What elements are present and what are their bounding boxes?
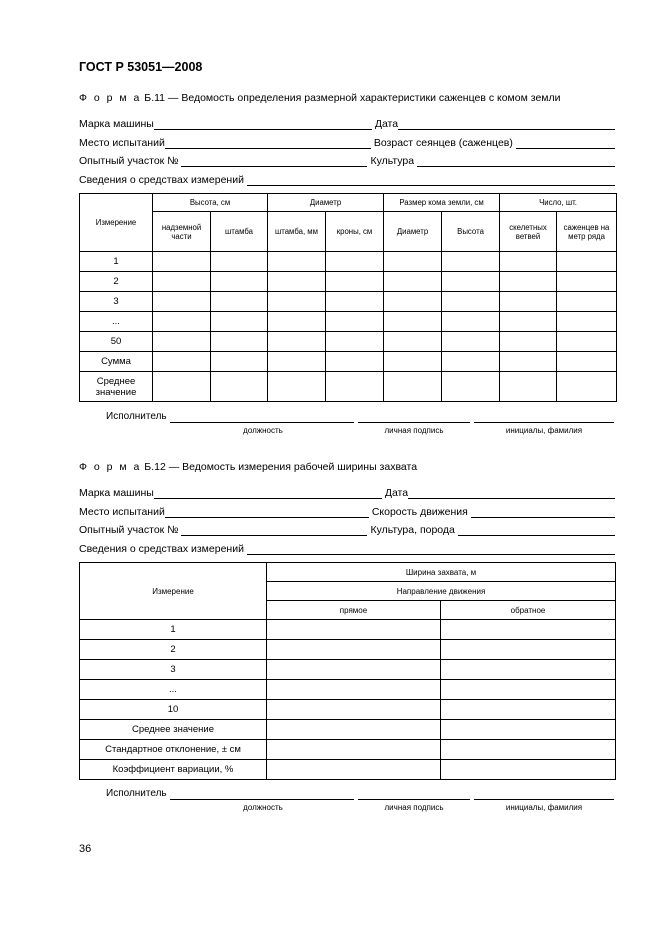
form1-sub-aboveground: надземной части [153,212,211,252]
form1-cell[interactable] [442,252,500,272]
form1-cell[interactable] [211,332,268,352]
form1-place-label: Место испытаний [79,137,165,149]
table-row [80,312,617,332]
form1-cell[interactable] [153,252,211,272]
form2-row-label: ... [80,680,267,700]
form1-row-place-age [79,135,615,149]
form1-cell[interactable] [557,292,617,312]
form2-cell[interactable] [441,720,616,740]
form1-cell[interactable] [268,332,326,352]
form1-row-label: ... [80,312,153,332]
table-row [80,680,616,700]
form2-row-label: Среднее значение [80,720,267,740]
form2-culture-field[interactable] [458,525,615,536]
form2-row-label: Коэффициент вариации, % [80,760,267,780]
form1-cell[interactable] [500,252,557,272]
form1-cell[interactable] [153,272,211,292]
form1-cell[interactable] [268,252,326,272]
form1-title [79,92,561,104]
form2-caption-signature: личная подпись [384,803,444,812]
form1-sub-seedlings-per-meter: саженцев на метр ряда [557,212,617,252]
table-row [80,272,617,292]
form2-cell[interactable] [441,760,616,780]
form2-row-label: 3 [80,660,267,680]
form2-signature [106,788,616,802]
form2-speed-field[interactable] [471,507,615,518]
form1-cell[interactable] [442,292,500,312]
form2-title [79,461,417,473]
form2-cell[interactable] [267,660,441,680]
form1-cell[interactable] [211,252,268,272]
form1-signature-line[interactable] [358,422,470,423]
form2-cell[interactable] [267,700,441,720]
form1-cell[interactable] [384,372,442,402]
table-row [80,372,617,402]
form1-cell[interactable] [557,252,617,272]
form2-plot-field[interactable] [181,525,367,536]
form1-cell[interactable] [500,292,557,312]
form1-age-field[interactable] [516,138,615,149]
form1-cell[interactable] [384,252,442,272]
form2-width-header: Ширина захвата, м [267,563,616,582]
form1-cell[interactable] [442,312,500,332]
form1-sub-clod-height: Высота [442,212,500,252]
form1-culture-label: Культура [370,155,415,167]
form2-date-field[interactable] [408,488,615,499]
form2-cell[interactable] [441,660,616,680]
form1-machine-label: Марка машины [79,118,154,130]
form1-cell[interactable] [557,272,617,292]
form1-row-machine-date [79,116,615,130]
form2-cell[interactable] [441,700,616,720]
form1-cell[interactable] [326,332,384,352]
form1-group-count: Число, шт. [500,194,617,212]
form1-cell[interactable] [153,332,211,352]
form1-date-field[interactable] [398,119,615,130]
form2-instruments-label: Сведения о средствах измерений [79,543,244,555]
form1-title-prefix: Ф о р м а [79,92,142,104]
form1-cell[interactable] [268,352,326,372]
form1-machine-field[interactable] [154,119,372,130]
form1-cell[interactable] [153,312,211,332]
form2-cell[interactable] [267,760,441,780]
document-header: ГОСТ Р 53051—2008 [79,60,203,74]
form1-caption-signature: личная подпись [384,426,444,435]
form1-cell[interactable] [326,372,384,402]
form1-cell[interactable] [268,272,326,292]
form1-cell[interactable] [326,352,384,372]
form1-cell[interactable] [442,272,500,292]
form2-machine-label: Марка машины [79,487,154,499]
form2-title-text: Б.12 — Ведомость измерения рабочей ширины захвата [141,461,418,473]
form2-direction-header: Направление движения [267,582,616,601]
form2-cell[interactable] [441,680,616,700]
form1-date-label: Дата [374,118,399,130]
form1-cell[interactable] [384,312,442,332]
table-row [80,720,616,740]
table-row [80,660,616,680]
table-row [80,700,616,720]
form1-plot-field[interactable] [181,156,367,167]
form1-cell[interactable] [153,352,211,372]
form1-sub-skeletal-branches: скелетных ветвей [500,212,557,252]
form1-cell[interactable] [557,332,617,352]
form1-cell[interactable] [211,372,268,402]
table-row [80,620,616,640]
form2-position-line[interactable] [170,799,354,800]
form2-culture-label: Культура, порода [370,524,455,536]
form1-row-label: 1 [80,252,153,272]
form1-title-text: Б.11 — Ведомость определения размерной характеристики саженцев с комом земли [141,92,561,104]
form1-row-label: Сумма [80,352,153,372]
form1-cell[interactable] [211,352,268,372]
form2-caption-name: инициалы, фамилия [505,803,583,812]
table-row [80,740,616,760]
form1-caption-position: должность [243,426,283,435]
form1-row-label: Среднее значение [80,372,153,402]
form1-instruments-label: Сведения о средствах измерений [79,174,244,186]
form1-sub-crown-diameter: кроны, см [326,212,384,252]
form1-cell[interactable] [442,352,500,372]
table-row [80,760,616,780]
form1-row-label: 50 [80,332,153,352]
form1-row-instruments [79,172,615,186]
form1-cell[interactable] [211,292,268,312]
form1-cell[interactable] [557,312,617,332]
form2-speed-label: Скорость движения [371,506,468,518]
form2-reverse-header: обратное [441,601,616,620]
form1-cell[interactable] [153,372,211,402]
form1-cell[interactable] [384,272,442,292]
form1-group-diameter: Диаметр [268,194,384,212]
form2-col-measure: Измерение [80,563,267,620]
form2-caption-position: должность [243,803,283,812]
form1-cell[interactable] [326,312,384,332]
form2-row-place-speed [79,504,615,518]
form1-cell[interactable] [211,312,268,332]
form1-cell[interactable] [557,352,617,372]
form1-age-label: Возраст сеянцев (саженцев) [373,137,513,149]
form1-cell[interactable] [442,332,500,352]
table-row [80,332,617,352]
form1-signature-label: Исполнитель [106,411,167,422]
form1-row-label: 3 [80,292,153,312]
form2-row-label: Стандартное отклонение, ± см [80,740,267,760]
form1-caption-name: инициалы, фамилия [505,426,583,435]
form1-cell[interactable] [153,292,211,312]
form2-cell[interactable] [267,680,441,700]
form2-row-label: 2 [80,640,267,660]
form2-title-prefix: Ф о р м а [79,461,142,473]
form1-cell[interactable] [211,272,268,292]
form2-date-label: Дата [384,487,409,499]
form2-table [79,562,616,780]
form1-cell[interactable] [326,292,384,312]
form1-cell[interactable] [268,372,326,402]
form2-cell[interactable] [267,740,441,760]
form1-cell[interactable] [384,332,442,352]
form1-group-height: Высота, см [153,194,268,212]
form2-cell[interactable] [441,640,616,660]
form2-signature-label: Исполнитель [106,788,167,799]
form1-instruments-field[interactable] [247,175,615,186]
form1-cell[interactable] [500,352,557,372]
form1-col-measure: Измерение [80,194,153,252]
form1-sub-stem-diameter: штамба, мм [268,212,326,252]
form2-cell[interactable] [441,620,616,640]
form1-cell[interactable] [500,272,557,292]
form2-cell[interactable] [267,640,441,660]
form1-cell[interactable] [500,372,557,402]
form2-cell[interactable] [441,740,616,760]
form1-cell[interactable] [326,272,384,292]
form2-place-field[interactable] [165,507,369,518]
form1-name-line[interactable] [474,422,614,423]
form1-table [79,193,617,402]
form2-signature-line[interactable] [358,799,470,800]
table-row [80,292,617,312]
page-number: 36 [79,843,92,855]
form1-group-clod: Размер кома земли, см [384,194,500,212]
form1-cell[interactable] [500,332,557,352]
form1-cell[interactable] [268,312,326,332]
form1-cell[interactable] [268,292,326,312]
form1-row-plot-culture [79,153,615,167]
form1-place-field[interactable] [165,138,371,149]
form2-row-machine-date [79,485,615,499]
form1-signature [106,411,616,425]
form2-row-plot-culture [79,522,615,536]
form2-place-label: Место испытаний [79,506,165,518]
form1-cell[interactable] [557,372,617,402]
form1-cell[interactable] [326,252,384,272]
form1-cell[interactable] [384,352,442,372]
form2-row-label: 10 [80,700,267,720]
form1-cell[interactable] [384,292,442,312]
form2-instruments-field[interactable] [247,544,615,555]
table-row [80,352,617,372]
form2-name-line[interactable] [474,799,614,800]
form1-sub-stem-height: штамба [211,212,268,252]
form2-machine-field[interactable] [154,488,382,499]
form2-forward-header: прямое [267,601,441,620]
form2-cell[interactable] [267,620,441,640]
form1-sub-clod-diameter: Диаметр [384,212,442,252]
form1-position-line[interactable] [170,422,354,423]
form1-row-label: 2 [80,272,153,292]
form2-plot-label: Опытный участок № [79,524,179,536]
table-row [80,252,617,272]
form1-cell[interactable] [442,372,500,402]
form1-culture-field[interactable] [417,156,615,167]
form2-row-instruments [79,541,615,555]
form1-plot-label: Опытный участок № [79,155,179,167]
table-row [80,640,616,660]
form2-row-label: 1 [80,620,267,640]
form1-cell[interactable] [500,312,557,332]
form2-cell[interactable] [267,720,441,740]
